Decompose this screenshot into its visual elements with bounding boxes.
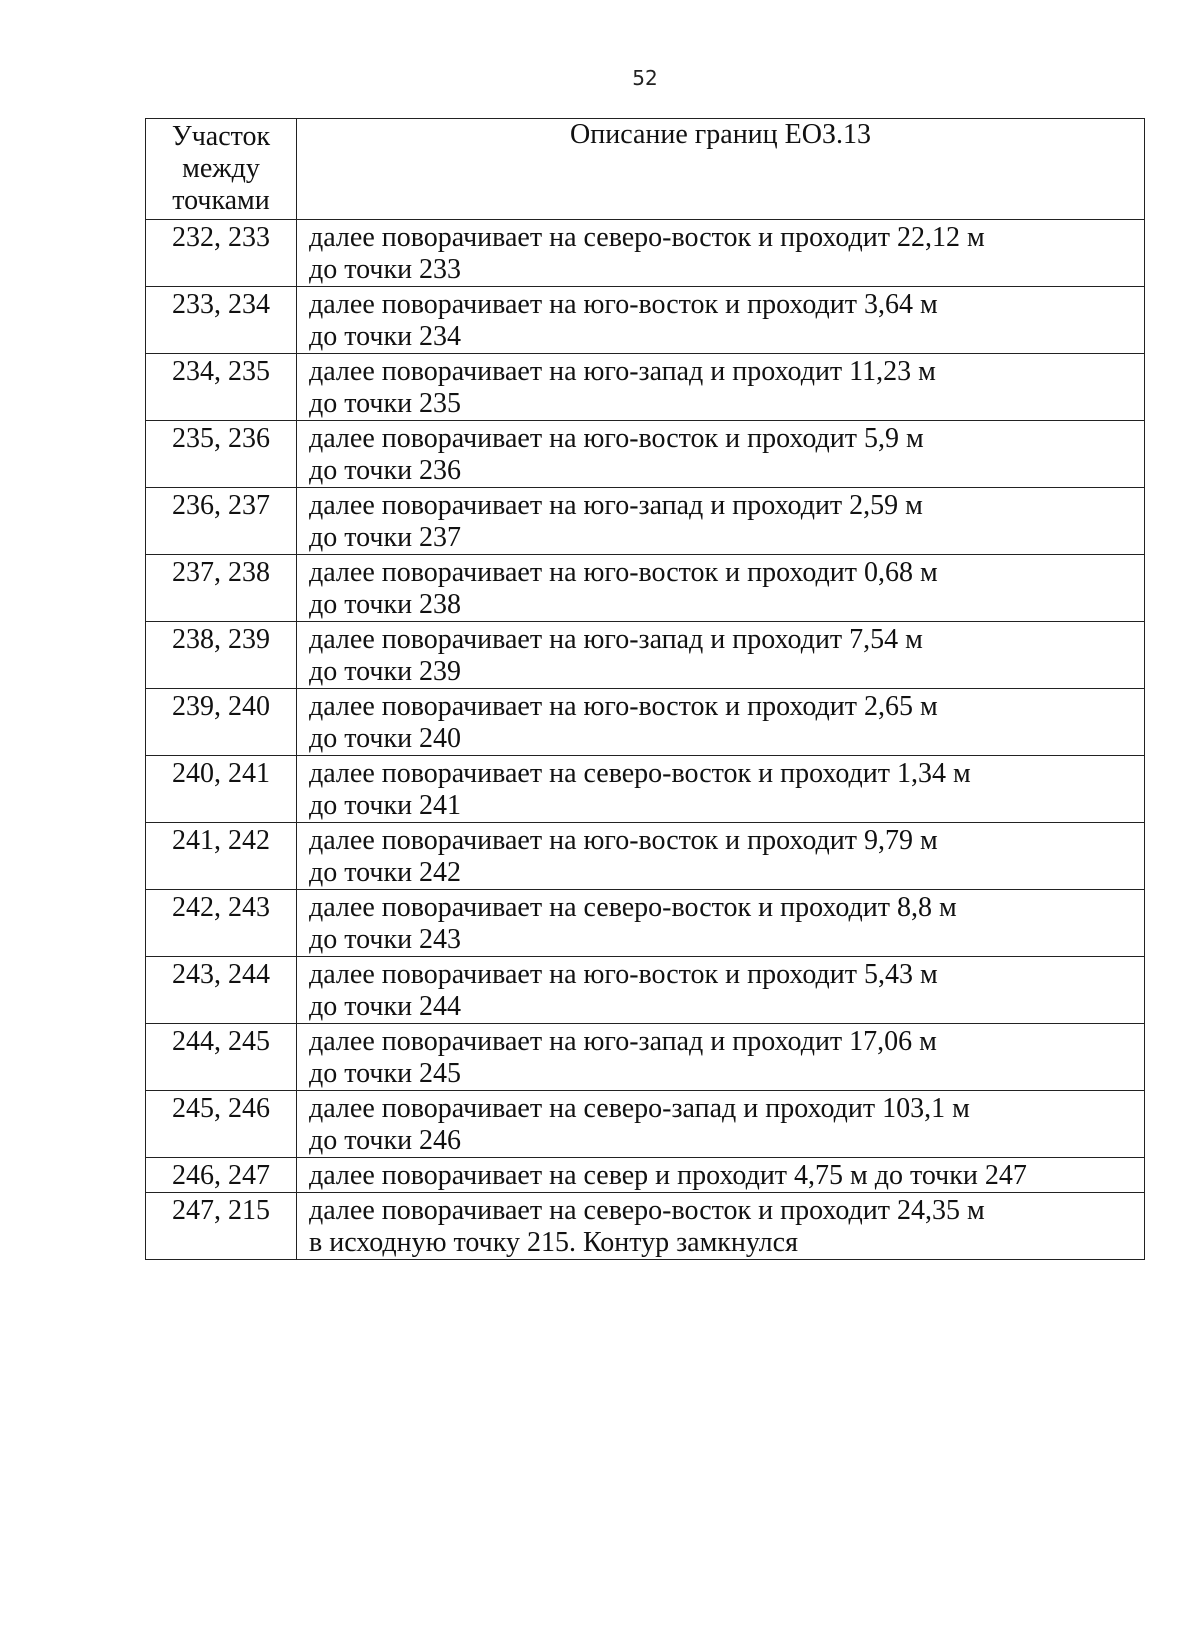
description-cell: далее поворачивает на северо-восток и проходит 24,35 м в исходную точку 215. Контур замкнулся (297, 1193, 1145, 1260)
table-row (146, 1024, 1145, 1091)
segment-cell: 241, 242 (146, 823, 297, 890)
table-row (146, 823, 1145, 890)
header-description: Описание границ ЕОЗ.13 (297, 119, 1145, 220)
description-cell: далее поворачивает на юго-восток и проходит 2,65 м до точки 240 (297, 689, 1145, 756)
table-row (146, 220, 1145, 287)
segment-cell: 246, 247 (146, 1158, 297, 1193)
description-cell: далее поворачивает на юго-запад и проходит 7,54 м до точки 239 (297, 622, 1145, 689)
segment-cell: 239, 240 (146, 689, 297, 756)
table-row (146, 622, 1145, 689)
table-row (146, 689, 1145, 756)
table-row (146, 354, 1145, 421)
segment-cell: 235, 236 (146, 421, 297, 488)
description-cell: далее поворачивает на юго-запад и проходит 2,59 м до точки 237 (297, 488, 1145, 555)
table-row (146, 756, 1145, 823)
segment-cell: 247, 215 (146, 1193, 297, 1260)
segment-cell: 237, 238 (146, 555, 297, 622)
table-row (146, 555, 1145, 622)
description-cell: далее поворачивает на северо-восток и проходит 8,8 м до точки 243 (297, 890, 1145, 957)
table-row (146, 421, 1145, 488)
table-row (146, 890, 1145, 957)
table-row (146, 1158, 1145, 1193)
description-cell: далее поворачивает на юго-восток и проходит 9,79 м до точки 242 (297, 823, 1145, 890)
segment-cell: 240, 241 (146, 756, 297, 823)
table-row (146, 1193, 1145, 1260)
description-cell: далее поворачивает на юго-запад и проходит 11,23 м до точки 235 (297, 354, 1145, 421)
table-header-row (146, 119, 1145, 220)
segment-cell: 244, 245 (146, 1024, 297, 1091)
table-row (146, 1091, 1145, 1158)
description-cell: далее поворачивает на северо-восток и проходит 1,34 м до точки 241 (297, 756, 1145, 823)
header-segment: Участок между точками (146, 119, 297, 220)
description-cell: далее поворачивает на север и проходит 4,75 м до точки 247 (297, 1158, 1145, 1193)
segment-cell: 238, 239 (146, 622, 297, 689)
segment-cell: 236, 237 (146, 488, 297, 555)
description-cell: далее поворачивает на северо-запад и проходит 103,1 м до точки 246 (297, 1091, 1145, 1158)
table-row (146, 957, 1145, 1024)
segment-cell: 233, 234 (146, 287, 297, 354)
segment-cell: 243, 244 (146, 957, 297, 1024)
boundary-description-table (145, 118, 1145, 1260)
description-cell: далее поворачивает на юго-восток и проходит 0,68 м до точки 238 (297, 555, 1145, 622)
description-cell: далее поворачивает на северо-восток и проходит 22,12 м до точки 233 (297, 220, 1145, 287)
segment-cell: 234, 235 (146, 354, 297, 421)
table-row (146, 488, 1145, 555)
description-cell: далее поворачивает на юго-запад и проходит 17,06 м до точки 245 (297, 1024, 1145, 1091)
table-row (146, 287, 1145, 354)
segment-cell: 245, 246 (146, 1091, 297, 1158)
description-cell: далее поворачивает на юго-восток и проходит 3,64 м до точки 234 (297, 287, 1145, 354)
page-number: 52 (632, 66, 658, 90)
description-cell: далее поворачивает на юго-восток и проходит 5,9 м до точки 236 (297, 421, 1145, 488)
description-cell: далее поворачивает на юго-восток и проходит 5,43 м до точки 244 (297, 957, 1145, 1024)
segment-cell: 242, 243 (146, 890, 297, 957)
segment-cell: 232, 233 (146, 220, 297, 287)
